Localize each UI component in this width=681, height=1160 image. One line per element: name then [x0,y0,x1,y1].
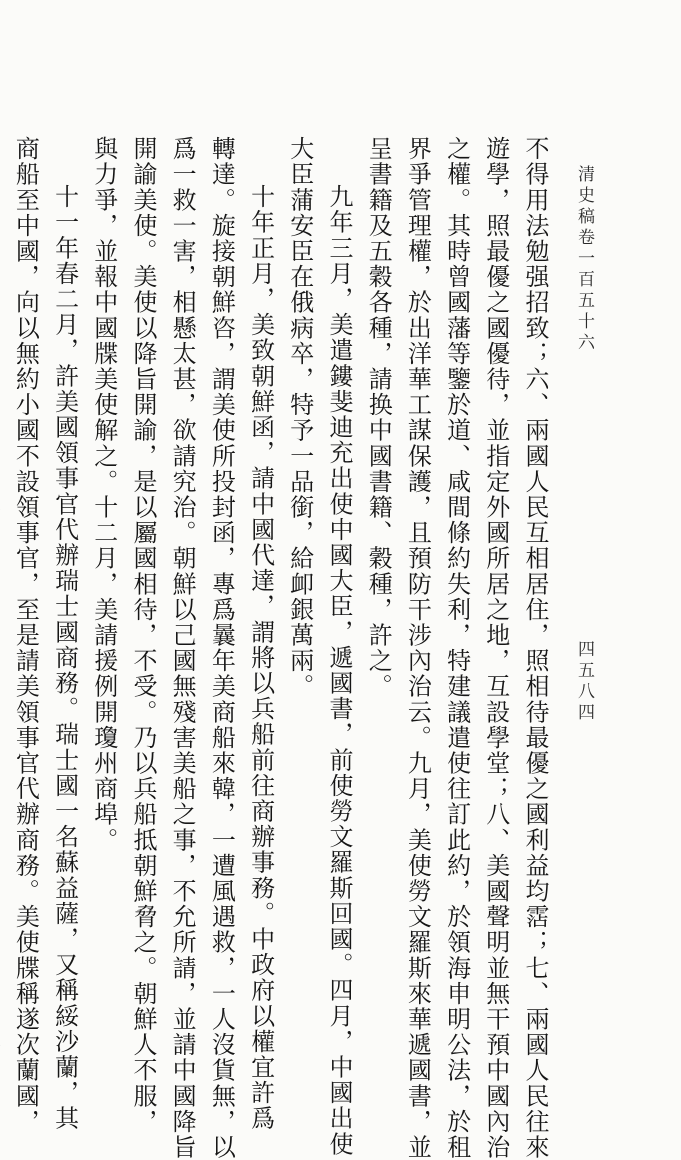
text-line: 與力爭，並報中國牒美使解之。十二月，美請援例開瓊州商埠。 [89,136,118,853]
running-header: 清史稿卷一百五十六 [574,165,594,354]
text-line: 大臣蒲安臣在俄病卒，特予一品銜，給卹銀萬兩。 [285,136,314,700]
text-line: 轉達。旋接朝鮮咨，謂美使所投封函，專爲曩年美商船來韓，一遭風遇救，一人沒貨無，以 [207,136,236,1160]
text-line: 之權。其時曾國藩等鑒於道、咸間條約失利，特建議遣使往訂此約，於領海申明公法，於租 [442,136,471,1160]
body-text [11,136,554,1160]
text-line-paragraph-start: 十一年春二月，許美國領事官代辦瑞士國商務。瑞士國一名蘇益薩，又稱綏沙蘭，其 [50,184,79,1132]
text-line: 開諭美使。美使以降旨開諭，是以屬國相待，不受。乃以兵船抵朝鮮脅之。朝鮮人不服， [128,136,157,1135]
text-line: 界爭管理權，於出洋華工謀保護，且預防干涉內治云。九月，美使勞文羅斯來華遞國書，並 [403,136,432,1160]
text-line: 遊學，照最優之國優待，並指定外國所居之地，互設學堂；八、美國聲明並無干預中國內治 [481,136,510,1160]
text-line: 呈書籍及五穀各種，請换中國書籍、穀種，許之。 [364,136,393,700]
text-line-paragraph-start: 十年正月，美致朝鮮函，請中國代達，謂將以兵船前往商辦事務。中政府以權宜許爲 [246,184,275,1132]
text-line [0,136,5,936]
text-line: 商船至中國，向以無約小國不設領事官，至是請美領事官代辦商務。美使牒稱遂次蘭國， [11,136,40,1135]
page-number: 四五八四 [574,640,594,724]
text-line: 爲一救一害，相懸太甚，欲請究治。朝鮮以己國無殘害美船之事，不允所請，並請中國降旨 [168,136,197,1160]
text-line-paragraph-start: 九年三月，美遣鏤斐迪充出使中國大臣，遞國書，前使勞文羅斯回國。四月，中國出使 [324,184,353,1157]
text-line: 不得用法勉强招致；六、兩國人民互相居住，照相待最優之國利益均霑；七、兩國人民往來 [521,136,549,1160]
